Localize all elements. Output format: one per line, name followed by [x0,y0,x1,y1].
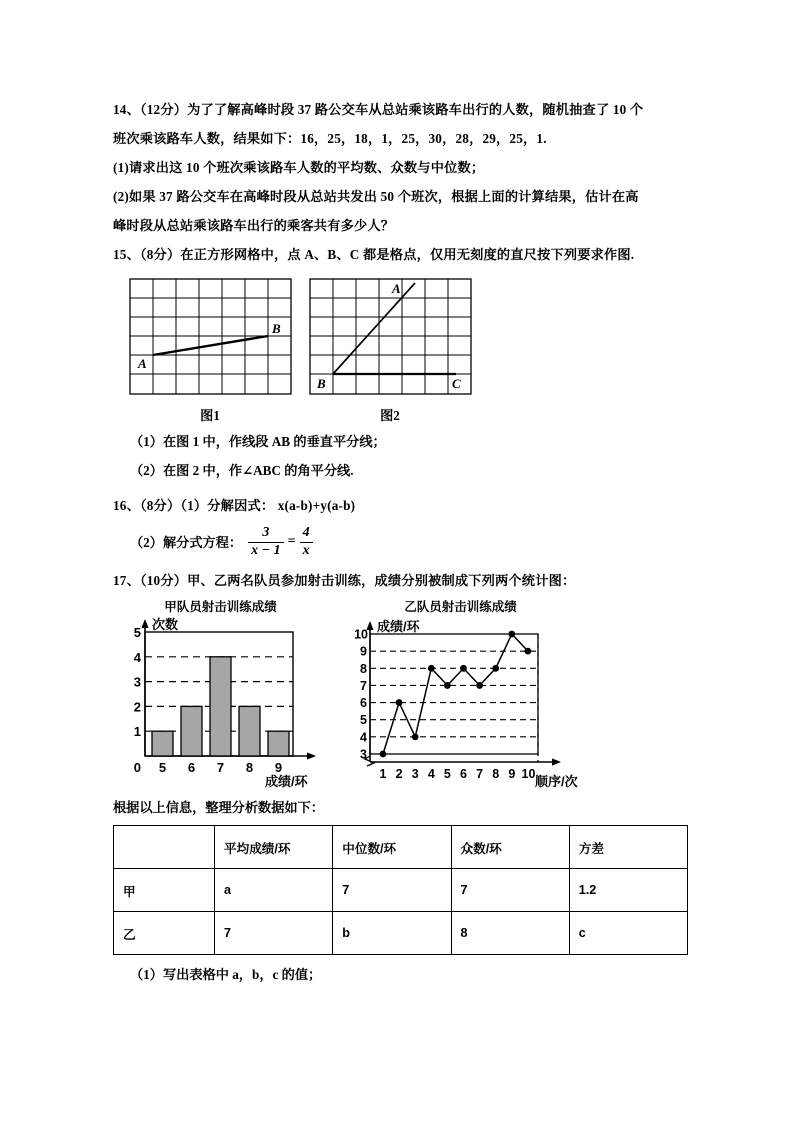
table-header-mode: 众数/环 [451,826,569,869]
fraction-right [300,526,313,558]
bar-ytick-0: 0 [133,760,141,775]
q17-sub-1: （1）写出表格中 a，b，c 的值； [130,967,322,982]
fraction-left-numerator: 3 [262,524,270,540]
line-xtick-6: 6 [460,767,467,781]
question-15 [113,240,689,485]
question-17 [113,566,689,990]
table-header-variance: 方差 [569,826,687,869]
q16-part2-label: （2）解分式方程： [130,535,243,550]
figure-1-label-A: A [138,356,147,371]
q14-line-4: (2)如果 37 路公交车在高峰时段从总站共发出 50 个班次，根据上面的计算结果，估计在高 [113,189,639,204]
line-xtick-7: 7 [476,767,484,781]
table-row [114,869,688,912]
figure-2-label-B: B [317,376,326,391]
line-chart-title: 乙队员射击训练成绩 [404,600,517,614]
q16-part1: 16、（8分）（1）分解因式： x(a-b)+y(a-b) [113,498,356,513]
q17-table-intro: 根据以上信息，整理分析数据如下： [113,800,324,815]
line-ytick-3: 3 [360,747,367,762]
q14-line-5: 峰时段从总站乘该路车出行的乘客共有多少人？ [113,218,395,233]
line-xtick-10: 10 [521,767,536,781]
yi-median: b [333,912,451,955]
line-chart-ylabel: 成绩/环 [377,619,420,634]
q14-line-1: 14、（12分）为了了解高峰时段 37 路公交车从总站乘该路车出行的人数，随机抽查了 10 个 [113,102,644,117]
line-chart-markers [380,631,532,758]
line-ytick-6: 6 [360,696,367,711]
yi-mode: 8 [451,912,569,955]
equals-sign: = [287,534,296,549]
table-header-corner [114,826,215,869]
figure-1 [126,275,294,424]
table-header-row [114,826,688,869]
bar-ytick-4: 4 [133,650,141,665]
q16-equation [244,525,316,559]
figure-1-label-B: B [272,321,281,336]
line-chart [338,597,583,791]
bar-xtick-5: 5 [158,760,167,775]
q17-stem: 17、（10分）甲、乙两名队员参加射击训练，成绩分别被制成下列两个统计图： [113,573,576,588]
page-content [113,95,689,990]
q16-part2 [113,520,689,566]
q14-line-3: (1)请求出这 10 个班次乘该路车人数的平均数、众数与中位数； [113,160,485,175]
question-16 [113,491,689,566]
bar-chart-xlabel: 成绩/环 [265,774,308,789]
fraction-right-numerator: 4 [302,524,310,540]
line-xtick-4: 4 [427,767,435,781]
q15-sub-2: （2）在图 2 中，作∠ABC 的角平分线. [130,463,354,478]
q14-line-2: 班次乘该路车人数，结果如下：16，25，18，1，25，30，28，29，25，1. [113,131,547,146]
table-header-median: 中位数/环 [333,826,451,869]
bar-ytick-1: 1 [133,724,141,739]
figure-2-caption: 图2 [380,408,400,423]
figure-1-caption: 图1 [200,408,220,423]
bar-chart-ylabel: 次数 [152,617,179,632]
figure-2-graphic [306,275,474,399]
fraction-right-denominator: x [300,542,313,559]
line-xtick-8: 8 [492,767,500,781]
jia-variance: 1.2 [569,869,687,912]
fraction-left-denominator: x − 1 [248,542,283,559]
line-ytick-7: 7 [360,678,367,693]
row-label-yi: 乙 [114,912,215,955]
bar-xtick-7: 7 [216,760,225,775]
q17-charts [113,597,689,793]
table-header-mean: 平均成绩/环 [215,826,333,869]
bar-chart-title: 甲队员射击训练成绩 [164,600,277,614]
q15-figures [113,275,689,427]
yi-variance: c [569,912,687,955]
line-ytick-9: 9 [360,644,367,659]
bar-chart-graphic [113,616,328,791]
bar-ytick-2: 2 [133,699,141,715]
line-xtick-3: 3 [411,767,419,781]
yi-mean: 7 [215,912,333,955]
bar-xtick-9: 9 [274,760,283,775]
jia-mean: a [215,869,333,912]
line-xtick-2: 2 [395,767,403,781]
question-14 [113,95,689,240]
row-label-jia: 甲 [114,869,215,912]
jia-mode: 7 [451,869,569,912]
line-chart-graphic [338,616,583,791]
bar-xtick-6: 6 [187,760,196,775]
line-chart-series [383,634,528,754]
fraction-left [248,526,283,558]
figure-1-graphic [126,275,294,399]
q15-sub-1: （1）在图 1 中，作线段 AB 的垂直平分线； [130,434,386,449]
q15-stem: 15、（8分）在正方形网格中，点 A、B、C 都是格点，仅用无刻度的直尺按下列要求作图. [113,247,635,262]
line-ytick-10: 10 [354,627,368,642]
figure-2-label-C: C [452,376,461,391]
bar-chart [113,597,328,791]
table-row [114,912,688,955]
bar-ytick-3: 3 [133,674,141,690]
line-xtick-5: 5 [443,767,451,781]
line-xtick-9: 9 [508,767,516,781]
line-ytick-4: 4 [360,730,367,745]
figure-2-label-A: A [392,281,401,296]
bar-xtick-8: 8 [245,760,254,775]
figure-2 [306,275,474,424]
bar-ytick-5: 5 [133,625,141,640]
line-ytick-8: 8 [360,661,367,676]
line-ytick-5: 5 [360,713,367,728]
line-chart-xlabel: 顺序/次 [535,774,578,789]
line-xtick-1: 1 [379,767,387,781]
stats-table [113,825,688,955]
jia-median: 7 [333,869,451,912]
